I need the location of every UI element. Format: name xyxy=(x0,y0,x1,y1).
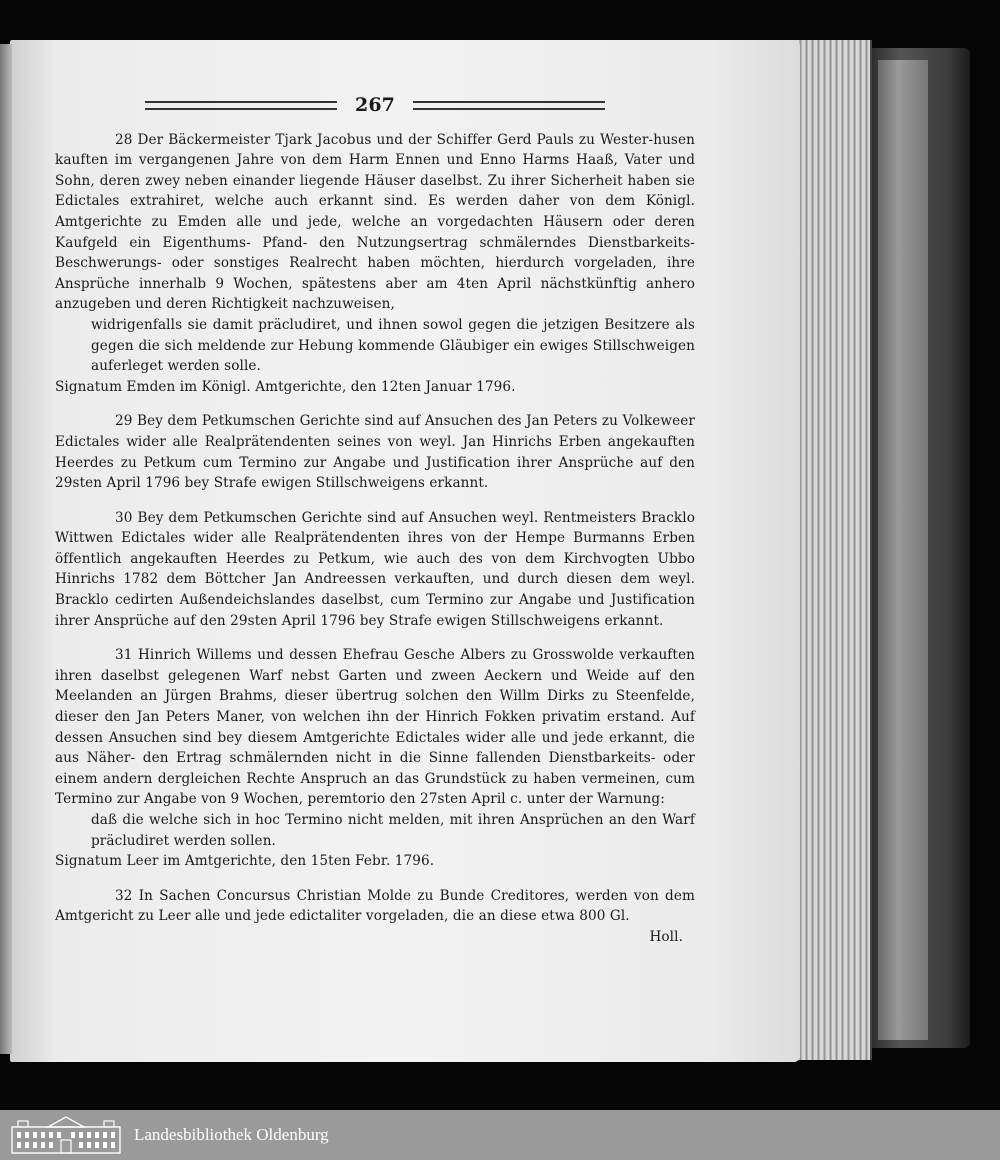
entry-main: 30 Bey dem Petkumschen Gerichte sind auf Ansuchen weyl. Rentmeisters Bracklo Wittwen Edictales wider alle Realprätendenten ihres von der Hempe Burmanns Erben öffentlich angekauften Heerdes zu Petkum, wie auch des von dem Kirchvogten Ubbo Hinrichs 1782 dem Böttcher Jan Andreessen verkauften, und durch diesen dem weyl. Bracklo cedirten Außendeichslandes daselbst, cum Termino zur Angabe und Justification ihrer Ansprüche auf den 29sten April 1796 bey Strafe ewigen Stillschweigens erkannt. xyxy=(55,509,695,629)
entry-continuation: widrigenfalls sie damit präcludiret, und ihnen sowol gegen die jetzigen Besitzere als gegen die sich meldende zur Hebung kommende Gläubiger ein ewiges Stillschweigen auferleget werden solle. xyxy=(91,316,695,375)
page-text xyxy=(55,95,695,962)
entry-signature: Signatum Leer im Amtgerichte, den 15ten Febr. 1796. xyxy=(55,853,435,870)
entry-32 xyxy=(55,886,695,948)
page-number: 267 xyxy=(355,94,395,116)
entry-29 xyxy=(55,411,695,493)
entry-main: 31 Hinrich Willems und dessen Ehefrau Gesche Albers zu Grosswolde verkauften ihren daselbst gelegenen Warf nebst Garten und zween Aeckern und Weide auf den Meelanden an Jürgen Brahms, dieser übertrug solchen den Willm Dirks zu Steenfelde, dieser den Jan Peters Maner, von welchen ihn der Hinrich Fokken privatim erstand. Auf dessen Ansuchen sind bey diesem Amtgerichte Edictales wider alle und jede erkannt, die aus Näher- den Ertrag schmälernden nicht in die Sinne fallenden Dienstbarkeits- oder einem andern dergleichen Rechte Anspruch an das Grundstück zu haben vermeinen, cum Termino zur Angabe von 9 Wochen, peremtorio den 27sten April c. unter der Warnung: xyxy=(55,647,695,808)
library-name: Landesbibliothek Oldenburg xyxy=(134,1125,329,1144)
entry-main: 32 In Sachen Concursus Christian Molde zu Bunde Creditores, werden von dem Amtgericht zu Leer alle und jede edictaliter vorgeladen, die an diese etwa 800 Gl. xyxy=(55,887,695,925)
entry-signature: Signatum Emden im Königl. Amtgerichte, den 12ten Januar 1796. xyxy=(55,378,516,395)
footer-bar xyxy=(0,1110,1000,1160)
catchword: Holl. xyxy=(649,928,683,945)
header-rule-left xyxy=(145,101,337,110)
header-rule-right xyxy=(413,101,605,110)
entry-31 xyxy=(55,645,695,872)
page-fore-edge xyxy=(790,40,872,1060)
entry-28 xyxy=(55,130,695,398)
previous-page-edge xyxy=(0,44,12,1054)
entry-continuation: daß die welche sich in hoc Termino nicht melden, mit ihren Ansprüchen an den Warf präcludiret werden sollen. xyxy=(91,812,695,849)
library-building-logo-icon xyxy=(8,1115,124,1155)
entry-30 xyxy=(55,508,695,632)
book-cover-edge xyxy=(878,60,928,1040)
entry-main: 29 Bey dem Petkumschen Gerichte sind auf Ansuchen des Jan Peters zu Volkeweer Edictales wider alle Realprätendenten seines von weyl. Jan Hinrichs Erben angekauften Heerdes zu Petkum cum Termino zur Angabe und Justification ihrer Ansprüche auf den 29sten April 1796 bey Strafe ewigen Stillschweigens erkannt. xyxy=(55,413,695,492)
page-header xyxy=(145,95,605,116)
entry-main: 28 Der Bäckermeister Tjark Jacobus und der Schiffer Gerd Pauls zu Wester-husen kauften im vergangenen Jahre von dem Harm Ennen und Enno Harms Haaß, Vater und Sohn, deren zwey neben einander liegende Häuser daselbst. Zu ihrer Sicherheit haben sie Edictales extrahiret, welche auch erkannt sind. Es werden daher von dem Königl. Amtgerichte zu Emden alle und jede, welche an vorgedachten Häusern oder deren Kaufgeld ein Eigenthums- Pfand- den Nutzungsertrag schmälerndes Dienstbarkeits- Beschwerungs- oder sonstiges Realrecht haben möchten, hierdurch vorgeladen, ihre Ansprüche innerhalb 9 Wochen, spätestens aber am 4ten April nächstkünftig anhero anzugeben und deren Richtigkeit nachzuweisen, xyxy=(55,131,695,313)
